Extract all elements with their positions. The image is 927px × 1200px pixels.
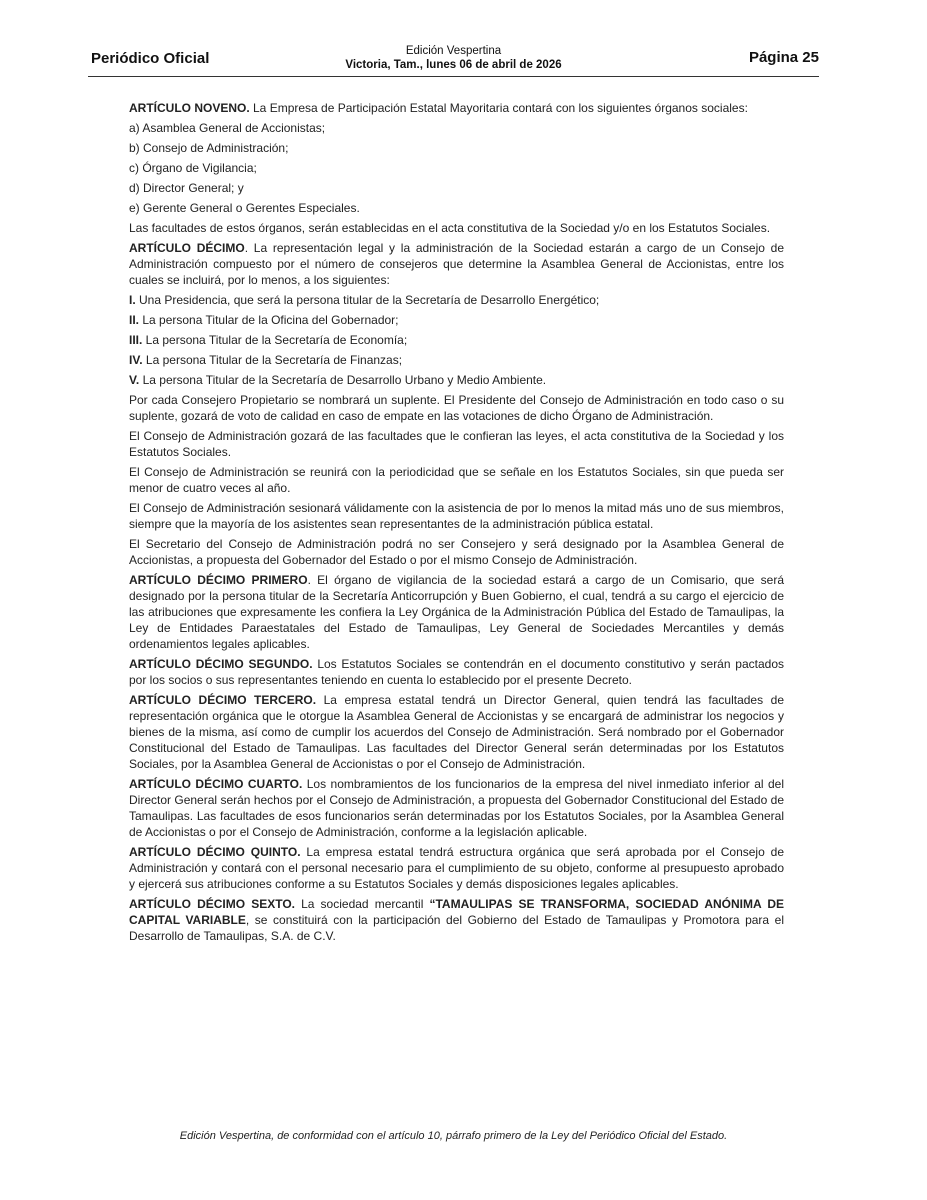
article-13 <box>129 692 784 772</box>
list-item: b) Consejo de Administración; <box>129 141 289 155</box>
paragraph: El Consejo de Administración gozará de las facultades que le confieran las leyes, el acta constitutiva de la Sociedad y los Estatutos Sociales. <box>129 429 784 459</box>
item-text: Una Presidencia, que será la persona titular de la Secretaría de Desarrollo Energético; <box>135 293 600 307</box>
page-header <box>88 42 819 76</box>
company-name: “TAMAULIPAS SE TRANSFORMA, SOCIEDAD ANÓNIMA DE CAPITAL VARIABLE <box>129 897 784 927</box>
edition-name: Edición Vespertina <box>405 45 502 57</box>
article-heading: ARTÍCULO NOVENO. <box>129 101 250 115</box>
page-footer: Edición Vespertina, de conformidad con el artículo 10, párrafo primero de la Ley del Periódico Oficial del Estado. <box>179 1130 728 1142</box>
article-9 <box>129 100 784 116</box>
article-text: La Empresa de Participación Estatal Mayoritaria contará con los siguientes órganos sociales: <box>249 101 748 115</box>
list-item: a) Asamblea General de Accionistas; <box>129 121 326 135</box>
article-heading: ARTÍCULO DÉCIMO QUINTO. <box>129 845 301 859</box>
list-item: e) Gerente General o Gerentes Especiales. <box>129 201 360 215</box>
article-heading: ARTÍCULO DÉCIMO SEGUNDO. <box>129 657 313 671</box>
item-number: III. <box>129 333 143 347</box>
paragraph: Por cada Consejero Propietario se nombrará un suplente. El Presidente del Consejo de Administración en todo caso o su suplente, gozará de voto de calidad en caso de empate en las votaciones de dicho Órgano de Administración. <box>129 393 784 423</box>
item-text: La persona Titular de la Secretaría de Economía; <box>142 333 408 347</box>
article-text: . El órgano de vigilancia de la sociedad estará a cargo de un Comisario, que será designado por la persona titular de la Secretaría Anticorrupción y Buen Gobierno, el cual, tendrá a su cargo el ejercicio de las atribuciones que expresamente les confiera la Ley Orgánica de la Administración Pública del Estado de Tamaulipas, la Ley de Entidades Paraestatales del Estado de Tamaulipas, Ley General de Sociedades Mercantiles y demás ordenamientos legales aplicables. <box>129 573 784 651</box>
page-body <box>129 100 784 948</box>
item-number: II. <box>129 313 140 327</box>
article-text: Los Estatutos Sociales se contendrán en el documento constitutivo y serán pactados por los socios o sus representantes teniendo en cuenta lo establecido por el presente Decreto. <box>129 657 785 687</box>
article-heading: ARTÍCULO DÉCIMO TERCERO. <box>129 693 317 707</box>
article-text: Los nombramientos de los funcionarios de la empresa del nivel inmediato inferior al del Director General serán hechos por el Consejo de Administración, a propuesta del Gobernador Constitucional del Estado de Tamaulipas. Las facultades de esos funcionarios serán determinadas por los Estatutos Sociales, por la Asamblea General de Accionistas o por el Consejo de Administración, conforme a la legislación aplicable. <box>129 777 784 839</box>
paragraph: El Secretario del Consejo de Administración podrá no ser Consejero y será designado por la Asamblea General de Accionistas, a propuesta del Gobernador del Estado o por el mismo Consejo de Administración. <box>129 537 784 567</box>
article-11 <box>129 572 784 652</box>
article-text: La empresa estatal tendrá un Director General, quien tendrá las facultades de representación orgánica que le otorgue la Asamblea General de Accionistas y se encargará de administrar los negocios y bienes de la misma, así como de cumplir los acuerdos del Consejo de Administración. Será nombrado por el Gobernador Constitucional del Estado de Tamaulipas. Las facultades del Director General serán determinadas por los Estatutos Sociales, por la Asamblea General de Accionistas o por el Consejo de Administración. <box>129 693 784 771</box>
article-15 <box>129 844 784 892</box>
article-heading: ARTÍCULO DÉCIMO PRIMERO <box>129 573 308 587</box>
item-text: La persona Titular de la Secretaría de Desarrollo Urbano y Medio Ambiente. <box>139 373 547 387</box>
list-item: d) Director General; y <box>129 181 244 195</box>
article-heading: ARTÍCULO DÉCIMO CUARTO. <box>129 777 303 791</box>
item-text: La persona Titular de la Oficina del Gobernador; <box>139 313 399 327</box>
page-number: Página 25 <box>748 49 819 66</box>
article-12 <box>129 656 784 688</box>
article-heading: ARTÍCULO DÉCIMO SEXTO. <box>129 897 295 911</box>
paragraph: El Consejo de Administración sesionará válidamente con la asistencia de por lo menos la mitad más uno de sus miembros, siempre que la mayoría de los asistentes sean representantes de la administración pública estatal. <box>129 501 784 531</box>
item-number: V. <box>129 373 140 387</box>
header-rule <box>88 76 819 77</box>
list-item <box>129 312 784 328</box>
edition-date: Victoria, Tam., lunes 06 de abril de 2026 <box>345 59 562 71</box>
article-text: La empresa estatal tendrá estructura orgánica que será aprobada por el Consejo de Administración y contará con el personal necesario para el cumplimiento de su objeto, conforme al presupuesto aprobado y ejercerá sus atribuciones conforme a su Estatutos Sociales y demás disposiciones legales aplicables. <box>129 845 784 891</box>
article-text: . La representación legal y la administración de la Sociedad estarán a cargo de un Consejo de Administración compuesto por el número de consejeros que determine la Asamblea General de Accionistas, entre los cuales se incluirá, por lo menos, a los siguientes: <box>129 241 785 287</box>
item-text: La persona Titular de la Secretaría de Finanzas; <box>142 353 403 367</box>
item-number: IV. <box>129 353 143 367</box>
list-item <box>129 352 784 368</box>
article-heading: ARTÍCULO DÉCIMO <box>129 241 245 255</box>
paragraph: Las facultades de estos órganos, serán establecidas en el acta constitutiva de la Sociedad y/o en los Estatutos Sociales. <box>129 221 771 235</box>
article-16 <box>129 896 784 944</box>
article-10 <box>129 240 784 288</box>
list-item <box>129 372 784 388</box>
list-item <box>129 332 784 348</box>
publication-name: Periódico Oficial <box>91 50 210 67</box>
list-item <box>129 292 784 308</box>
item-number: I. <box>129 293 136 307</box>
article-text: , se constituirá con la participación del Gobierno del Estado de Tamaulipas y Promotora para el Desarrollo de Tamaulipas, S.A. de C.V. <box>129 913 785 943</box>
article-14 <box>129 776 784 840</box>
article-text: La sociedad mercantil <box>295 897 430 911</box>
paragraph: El Consejo de Administración se reunirá con la periodicidad que se señale en los Estatutos Sociales, sin que pueda ser menor de cuatro veces al año. <box>129 465 784 495</box>
edition-info <box>88 44 819 72</box>
list-item: c) Órgano de Vigilancia; <box>129 161 257 175</box>
